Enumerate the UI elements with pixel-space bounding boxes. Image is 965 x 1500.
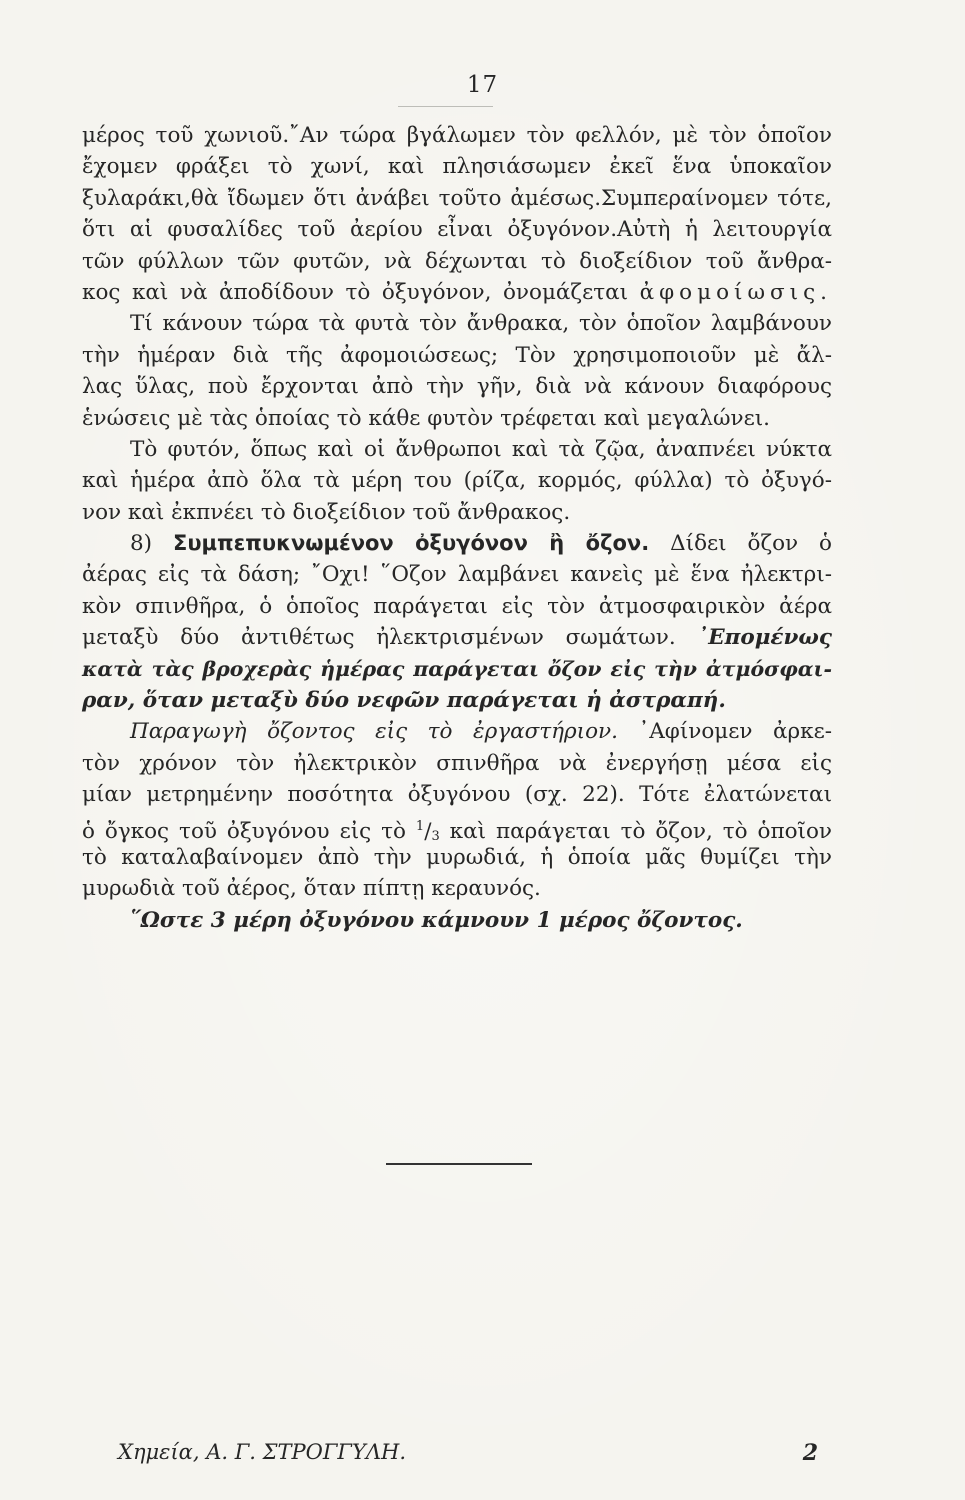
text-segment: ὅτι αἱ φυσαλίδες τοῦ ἀερίου εἶναι ὀξυγόνον.Αὐτὴ ἡ λειτουργία [82, 217, 832, 243]
page-number: 17 [466, 72, 499, 98]
text-segment: 3 [431, 828, 440, 844]
text-segment: Τί κάνουν τώρα τὰ φυτὰ τὸν ἄνθρακα, τὸν ὁποῖον λαμβάνουν [130, 311, 832, 337]
text-line [82, 277, 832, 308]
text-segment: μίαν μετρημένην ποσότητα ὀξυγόνου (σχ. 22). Τότε ἐλατώνεται [82, 782, 832, 808]
text-segment: μυρωδιὰ τοῦ ἀέρος, ὅταν πίπτῃ κεραυνός. [82, 876, 541, 902]
text-segment: ξυλαράκι,θὰ ἴδωμεν ὅτι ἀνάβει τοῦτο ἀμέσως.Συμπεραίνομεν τότε, [82, 185, 832, 211]
text-line [82, 528, 832, 559]
footer-author: Χημεία, Α. Γ. ΣΤΡΟΓΓΥΛΗ. [118, 1440, 407, 1464]
text-line [82, 716, 832, 747]
text-line [82, 214, 832, 245]
text-segment: τὸν χρόνον τὸν ἠλεκτρικὸν σπινθῆρα νὰ ἐνεργήσῃ μέσα εἰς [82, 750, 832, 776]
text-segment: ἀφομοίωσις. [639, 279, 832, 305]
text-segment: ᾿Αφίνομεν ἀρκε- [617, 719, 832, 745]
text-line [82, 340, 832, 371]
text-segment: μέρος τοῦ χωνιοῦ.῎Αν τώρα βγάλωμεν τὸν φελλόν, μὲ τὸν ὁποῖον [82, 123, 832, 148]
text-line [82, 559, 832, 590]
text-segment: Παραγωγὴ ὄζοντος εἰς τὸ ἐργαστήριον. [130, 719, 618, 745]
text-segment: Δίδει ὄζον ὁ [649, 531, 832, 557]
text-segment: / [424, 818, 432, 844]
text-line [82, 434, 832, 465]
text-segment: ᾿Επομένως [697, 625, 832, 651]
text-segment: λας ὕλας, ποὺ ἔρχονται ἀπὸ τὴν γῆν, διὰ νὰ κάνουν διαφόρους [82, 374, 832, 400]
text-segment: ὁ ὄγκος τοῦ ὀξυγόνου εἰς τὸ [82, 818, 416, 844]
text-segment: τῶν φύλλων τῶν φυτῶν, νὰ δέχωνται τὸ διοξείδιον τοῦ ἄνθρα- [82, 248, 832, 274]
text-line [82, 873, 832, 904]
text-segment: Συμπεπυκνωμένον ὀξυγόνον ἢ ὄζον. [173, 531, 650, 556]
text-line [82, 120, 832, 151]
text-line [82, 465, 832, 496]
text-segment: ἑνώσεις μὲ τὰς ὁποίας τὸ κάθε φυτὸν τρέφεται καὶ μεγαλώνει. [82, 405, 771, 431]
text-line [82, 246, 832, 277]
text-segment: καὶ παράγεται τὸ ὄζον, τὸ ὁποῖον [439, 818, 832, 844]
text-segment: ἀέρας εἰς τὰ δάση; ῎Οχι! ῞Οζον λαμβάνει κανεὶς μὲ ἕνα ἠλεκτρι- [82, 562, 832, 588]
text-segment: μεταξὺ δύο ἀντιθέτως ἠλεκτρισμένων σωμάτων. [82, 625, 698, 651]
text-line [82, 183, 832, 214]
text-segment: κὸν σπινθῆρα, ὁ ὁποῖος παράγεται εἰς τὸν ἀτμοσφαιρικὸν ἀέρα [82, 593, 832, 619]
text-line [82, 842, 832, 873]
text-line [82, 371, 832, 402]
text-segment: ῞Ωστε 3 μέρη ὀξυγόνου κάμνουν 1 μέρος ὄζοντος. [130, 907, 743, 933]
text-segment: τὴν ἡμέραν διὰ τῆς ἀφομοιώσεως; Τὸν χρησιμοποιοῦν μὲ ἄλ- [82, 342, 832, 368]
footer-sheet-number: 2 [802, 1440, 818, 1466]
text-line [82, 497, 832, 528]
footer-rule [386, 1163, 532, 1165]
text-segment: Τὸ φυτόν, ὅπως καὶ οἱ ἄνθρωποι καὶ τὰ ζῷα, ἀναπνέει νύκτα [130, 436, 832, 462]
text-segment: νον καὶ ἐκπνέει τὸ διοξείδιον τοῦ ἄνθρακος. [82, 499, 571, 525]
text-segment: τὸ καταλαβαίνομεν ἀπὸ τὴν μυρωδιά, ἡ ὁποία μᾶς θυμίζει τὴν [82, 844, 832, 870]
page-footer [118, 1440, 818, 1464]
text-line [82, 403, 832, 434]
text-line [82, 685, 832, 716]
text-segment: ραν, ὅταν μεταξὺ δύο νεφῶν παράγεται ἡ ἀστραπή. [82, 688, 726, 714]
text-line [82, 622, 832, 653]
text-segment: κος καὶ νὰ ἀποδίδουν τὸ ὀξυγόνον, ὀνομάζεται [82, 279, 640, 305]
page-number-rule [398, 106, 493, 107]
text-segment: κατὰ τὰς βροχερὰς ἡμέρας παράγεται ὄζον εἰς τὴν ἀτμόσφαι- [82, 656, 832, 681]
text-line [82, 308, 832, 339]
text-segment: 1 [415, 818, 425, 834]
text-line [82, 811, 832, 842]
text-line [82, 151, 832, 182]
text-line [82, 591, 832, 622]
text-line [82, 779, 832, 810]
text-line [82, 905, 832, 936]
text-segment: καὶ ἡμέρα ἀπὸ ὅλα τὰ μέρη του (ρίζα, κορμός, φύλλα) τὸ ὀξυγό- [82, 468, 832, 494]
text-segment: ἔχομεν φράξει τὸ χωνί, καὶ πλησιάσωμεν ἐκεῖ ἕνα ὑποκαῖον [82, 154, 832, 180]
text-line [82, 748, 832, 779]
text-segment: 8) [130, 531, 173, 557]
body-text [82, 120, 832, 936]
text-line [82, 654, 832, 685]
